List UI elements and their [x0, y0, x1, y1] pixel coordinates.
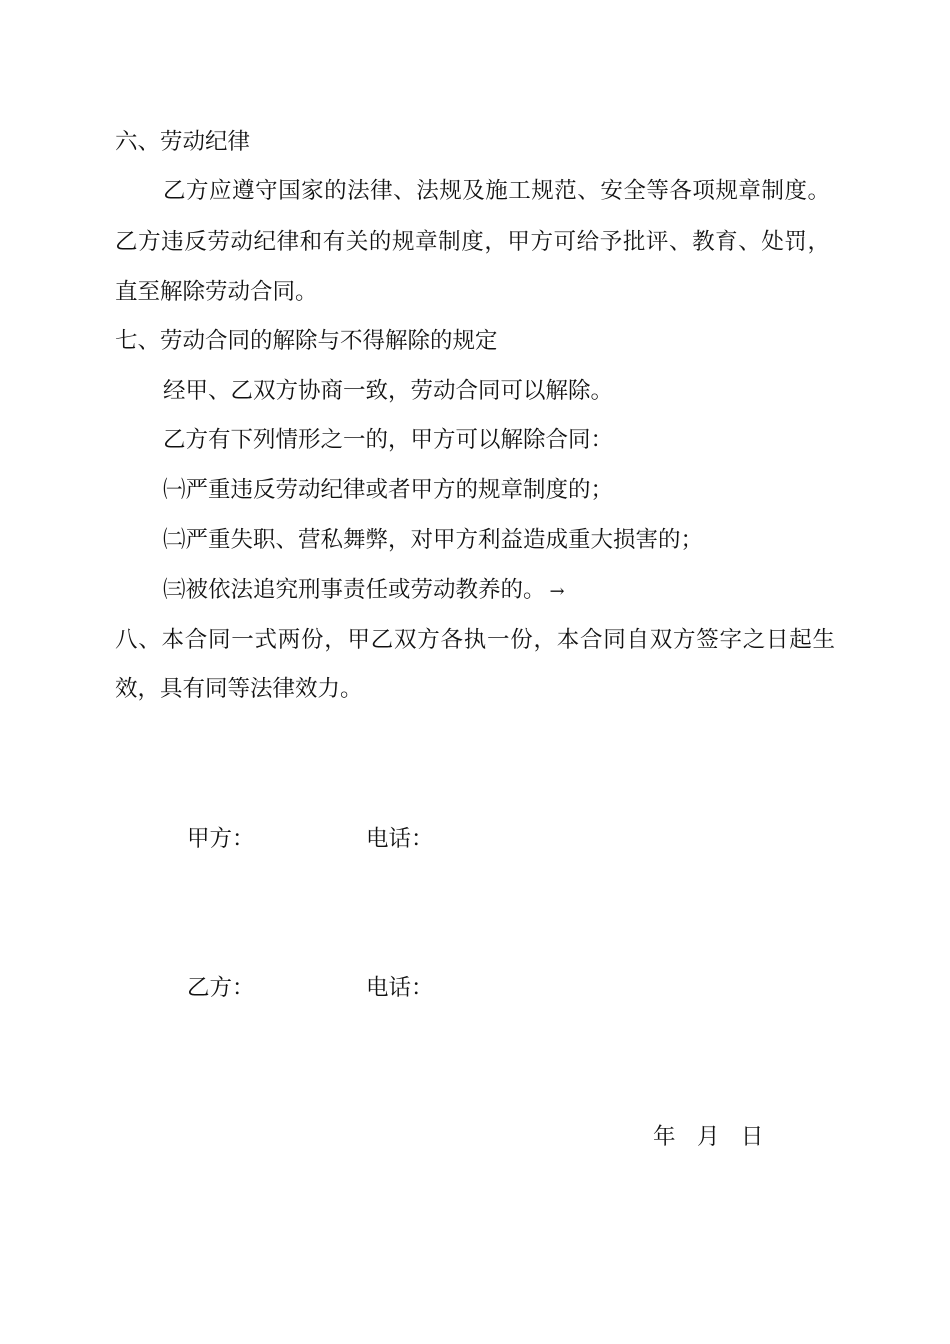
section-8-line-1: 八、本合同一式两份，甲乙双方各执一份，本合同自双方签字之日起生: [115, 627, 835, 653]
section-7-item-1: ㈠严重违反劳动纪律或者甲方的规章制度的；: [163, 477, 614, 503]
section-7-agree: 经甲、乙双方协商一致，劳动合同可以解除。: [163, 378, 614, 404]
arrow-icon: →: [549, 581, 565, 602]
section-7-item-2: ㈡严重失职、营私舞弊，对甲方利益造成重大损害的；: [163, 527, 704, 553]
party-a-label: 甲方：: [187, 826, 255, 852]
section-6-line-2: 乙方违反劳动纪律和有关的规章制度，甲方可给予批评、教育、处罚，: [115, 229, 830, 255]
section-6-heading: 六、劳动纪律: [115, 129, 251, 155]
section-7-intro: 乙方有下列情形之一的，甲方可以解除合同：: [163, 427, 614, 453]
section-6-line-3: 直至解除劳动合同。: [115, 279, 318, 305]
section-7-item-3-text: ㈢被依法追究刑事责任或劳动教养的。: [163, 577, 546, 603]
section-8-line-2: 效，具有同等法律效力。: [115, 676, 363, 702]
date-line: 年 月 日: [653, 1124, 764, 1150]
phone-a-label: 电话：: [366, 826, 434, 852]
phone-b-label: 电话：: [366, 975, 434, 1001]
section-7-heading: 七、劳动合同的解除与不得解除的规定: [115, 328, 498, 354]
section-7-item-3: [163, 575, 565, 607]
section-6-line-1: 乙方应遵守国家的法律、法规及施工规范、安全等各项规章制度。: [163, 178, 830, 204]
party-b-label: 乙方：: [187, 975, 255, 1001]
